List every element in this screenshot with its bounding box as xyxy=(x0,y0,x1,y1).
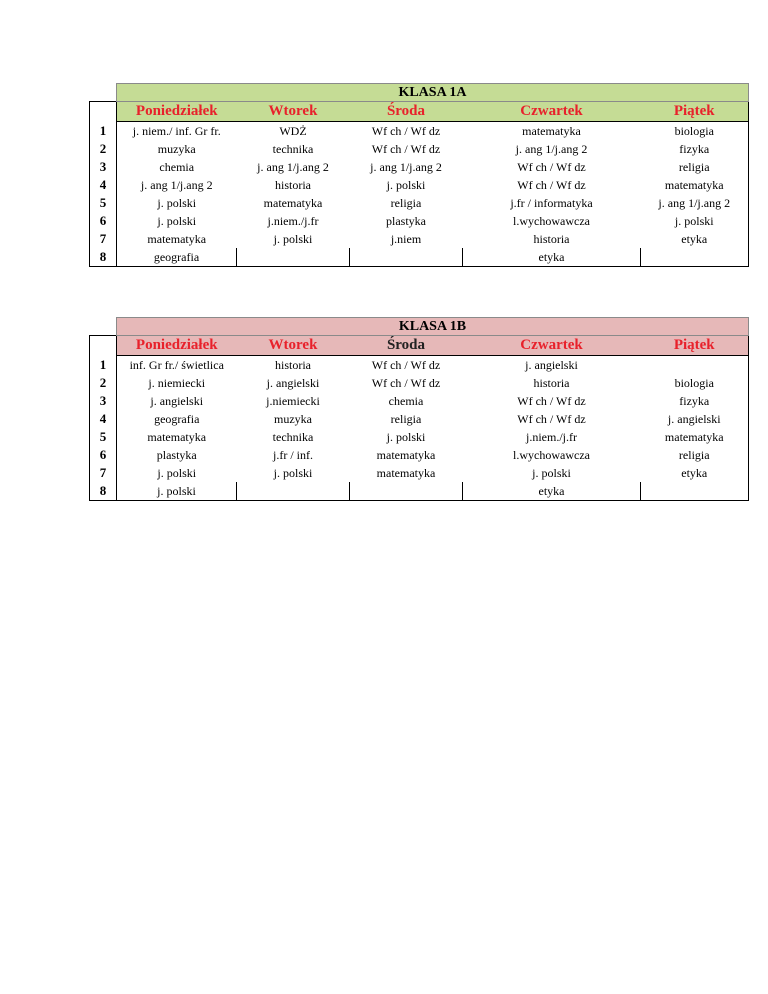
day-header-thursday: Czwartek xyxy=(463,102,641,122)
lesson-cell: matematyka xyxy=(641,176,749,194)
lesson-cell: plastyka xyxy=(156,447,197,462)
table-row xyxy=(90,122,749,141)
day-header-friday: Piątek xyxy=(641,102,749,122)
lesson-cell: muzyka xyxy=(157,141,196,156)
lesson-cell: j.fr / inf. xyxy=(273,447,313,462)
lesson-cell: technika xyxy=(272,141,314,156)
lesson-cell: religia xyxy=(641,446,749,464)
lesson-cell: j. angielski xyxy=(641,410,749,428)
lesson-cell xyxy=(237,248,350,267)
lesson-cell: j. ang 1/j.ang 2 xyxy=(641,194,749,212)
lesson-number: 3 xyxy=(90,158,117,176)
day-header-friday: Piątek xyxy=(641,336,749,356)
table-row xyxy=(90,410,749,428)
lesson-number: 1 xyxy=(90,356,117,375)
lesson-cell: fizyka xyxy=(641,140,749,158)
day-header-thursday: Czwartek xyxy=(463,336,641,356)
lesson-cell: matematyka xyxy=(376,447,436,462)
lesson-cell: technika xyxy=(272,429,314,444)
lesson-cell xyxy=(350,482,463,501)
lesson-cell: j.niem./j.fr xyxy=(267,213,319,228)
lesson-cell: Wf ch / Wf dz xyxy=(517,411,586,426)
lesson-cell: j.fr / informatyka xyxy=(510,195,593,210)
lesson-cell: j. angielski xyxy=(266,375,320,390)
lesson-cell: geografia xyxy=(154,411,200,426)
lesson-cell: religia xyxy=(390,411,422,426)
table-row xyxy=(90,374,749,392)
lesson-cell xyxy=(641,356,749,375)
lesson-number: 5 xyxy=(90,428,117,446)
lesson-cell: matematyka xyxy=(263,195,323,210)
lesson-cell: j. polski xyxy=(386,177,426,192)
lesson-number: 6 xyxy=(90,212,117,230)
lesson-cell: biologia xyxy=(641,374,749,392)
day-header-monday: Poniedziałek xyxy=(117,336,237,356)
lesson-cell: historia xyxy=(237,356,350,375)
lesson-cell: etyka xyxy=(463,482,641,501)
lesson-cell: matematyka xyxy=(376,465,436,480)
lesson-number: 3 xyxy=(90,392,117,410)
lesson-cell: l.wychowawcza xyxy=(513,447,590,462)
lesson-number: 8 xyxy=(90,482,117,501)
lesson-cell: Wf ch / Wf dz xyxy=(517,393,586,408)
lesson-cell: Wf ch / Wf dz xyxy=(350,122,463,141)
lesson-cell: Wf ch / Wf dz xyxy=(517,177,586,192)
lesson-cell: Wf ch / Wf dz xyxy=(371,141,441,156)
table-row xyxy=(90,212,749,230)
table-row xyxy=(90,392,749,410)
lesson-cell: religia xyxy=(390,195,422,210)
lesson-cell: j. polski xyxy=(157,213,197,228)
table-row xyxy=(90,482,749,501)
lesson-cell: j. angielski xyxy=(150,393,204,408)
lesson-cell: WDŻ xyxy=(237,122,350,141)
lesson-cell xyxy=(237,482,350,501)
lesson-cell: fizyka xyxy=(641,392,749,410)
lesson-cell: l.wychowawcza xyxy=(513,213,590,228)
lesson-number: 2 xyxy=(90,140,117,158)
lesson-cell: etyka xyxy=(463,248,641,267)
day-header-wednesday: Środa xyxy=(350,102,463,122)
lesson-cell: j.niemiecki xyxy=(266,393,320,408)
lesson-number: 7 xyxy=(90,464,117,482)
table-row xyxy=(90,140,749,158)
table-row xyxy=(90,464,749,482)
lesson-cell: j. ang 1/j.ang 2 xyxy=(515,141,588,156)
lesson-cell: biologia xyxy=(641,122,749,141)
lesson-cell: geografia xyxy=(117,248,237,267)
lesson-cell: matematyka xyxy=(147,429,207,444)
lesson-number: 2 xyxy=(90,374,117,392)
day-header-tuesday: Wtorek xyxy=(237,336,350,356)
lesson-cell: chemia xyxy=(159,159,195,174)
lesson-number: 5 xyxy=(90,194,117,212)
lesson-cell: j. ang 1/j.ang 2 xyxy=(370,159,442,174)
day-header-wednesday: Środa xyxy=(350,336,463,356)
schedule-table-klasa-1a xyxy=(89,83,749,267)
table-row xyxy=(90,230,749,248)
lesson-cell: matematyka xyxy=(147,231,207,246)
lesson-cell xyxy=(641,248,749,267)
lesson-cell: j. ang 1/j.ang 2 xyxy=(140,177,213,192)
lesson-cell xyxy=(641,482,749,501)
lesson-cell: etyka xyxy=(641,230,749,248)
lesson-cell: j. polski xyxy=(117,482,237,501)
lesson-cell: muzyka xyxy=(274,411,312,426)
lesson-cell: historia xyxy=(533,231,570,246)
lesson-cell: j. polski xyxy=(641,212,749,230)
schedule-table-klasa-1b xyxy=(89,317,749,501)
lesson-cell: j. polski xyxy=(273,231,313,246)
lesson-cell: historia xyxy=(533,375,570,390)
class-title: KLASA 1B xyxy=(117,318,749,336)
lesson-cell xyxy=(350,248,463,267)
table-row xyxy=(90,248,749,267)
lesson-number: 4 xyxy=(90,410,117,428)
lesson-cell: j. polski xyxy=(386,429,426,444)
lesson-cell: chemia xyxy=(388,393,424,408)
lesson-number: 8 xyxy=(90,248,117,267)
lesson-cell: Wf ch / Wf dz xyxy=(350,356,463,375)
lesson-cell: historia xyxy=(275,177,311,192)
lesson-cell: j. polski xyxy=(157,195,197,210)
lesson-cell: j. ang 1/j.ang 2 xyxy=(257,159,329,174)
lesson-cell: inf. Gr fr./ świetlica xyxy=(117,356,237,375)
lesson-cell: j. polski xyxy=(532,465,571,480)
lesson-cell: j.niem xyxy=(390,231,422,246)
lesson-number: 1 xyxy=(90,122,117,141)
lesson-cell: etyka xyxy=(641,464,749,482)
day-header-tuesday: Wtorek xyxy=(237,102,350,122)
lesson-cell: j. niem./ inf. Gr fr. xyxy=(117,122,237,141)
lesson-cell: matematyka xyxy=(463,122,641,141)
table-row xyxy=(90,428,749,446)
class-title: KLASA 1A xyxy=(117,84,749,102)
lesson-cell: plastyka xyxy=(386,213,426,228)
lesson-cell: j. polski xyxy=(157,465,197,480)
table-row xyxy=(90,194,749,212)
lesson-cell: Wf ch / Wf dz xyxy=(517,159,586,174)
lesson-cell: j.niem./j.fr xyxy=(526,429,577,444)
lesson-number: 7 xyxy=(90,230,117,248)
table-row xyxy=(90,176,749,194)
lesson-number: 4 xyxy=(90,176,117,194)
lesson-cell: j. polski xyxy=(273,465,313,480)
lesson-number: 6 xyxy=(90,446,117,464)
lesson-cell: Wf ch / Wf dz xyxy=(371,375,441,390)
lesson-cell: j. niemiecki xyxy=(148,375,206,390)
lesson-cell: matematyka xyxy=(641,428,749,446)
table-row xyxy=(90,158,749,176)
table-row xyxy=(90,446,749,464)
table-row xyxy=(90,356,749,375)
lesson-cell: j. angielski xyxy=(463,356,641,375)
lesson-cell: religia xyxy=(641,158,749,176)
day-header-monday: Poniedziałek xyxy=(117,102,237,122)
